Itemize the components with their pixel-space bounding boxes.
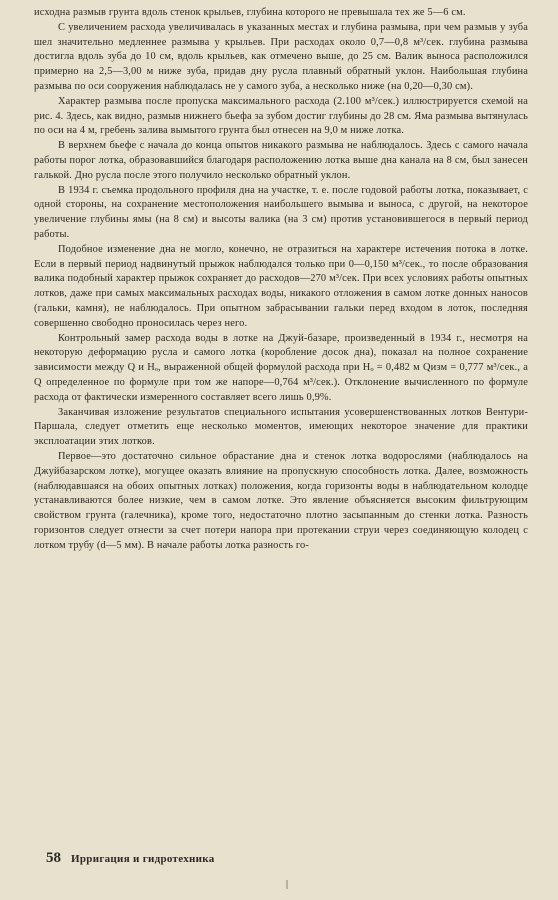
paragraph-2: С увеличением расхода увеличивалась в указанных местах и глубина размыва, при чем размыв у зуба шел значительно медленнее размыва у крыльев. При расходах около 0,7—0,8 м³/сек. глубина размыва достигла вдоль зуба до 10 см, вдоль крыльев, как отмечено выше, до 25 см. Валик выноса расположился примерно на 2,5—3,00 м ниже зуба, придав дну русла плавный обратный уклон. Наибольшая глубина размыва по оси сооружения наблюдалась не у самого зуба, а несколько ниже (на 0,20—0,30 см). [34,21,528,92]
paragraph-5: В 1934 г. съемка продольного профиля дна на участке, т. е. после годовой работы лотка, показывает, с одной стороны, на сохранение местоположения наибольшего вымыва и выноса, с другой, на некоторое увеличение глубины ямы (на 8 см) и высоты валика (на 3 см) против установившегося в первый период работы. [34,184,528,240]
paragraph-9: Первое—это достаточно сильное обрастание дна и стенок лотка водорослями (наблюдалось на Джуйбазарском лотке), могущее оказать влияние на пропускную способность лотка. Далее, возможность (наблюдавшаяся на обоих опытных лотках) положения, когда горизонты воды в наблюдательном колодце устанавливаются более низкие, чем в самом лотке. Это явление объясняется высоким фильтрующим свойством грунта (галечника), кроме того, недостаточно плотно засыпанным до стенки лотка. Разность горизонтов следует отнести за счет потери напора при протекании струи через соединяющую колодец с лотком трубу (d—5 мм). В начале работы лотка разность го- [34,450,528,551]
paragraph-7: Контрольный замер расхода воды в лотке на Джуй-базаре, произведенный в 1934 г., несмотря на некоторую деформацию русла и самого лотка (коробление досок дна), показал на полное сохранение зависимости между Q и Hₒ, выраженной общей формулой расхода при Hₒ = 0,482 м Qизм = 0,777 м³/сек., а Q определенное по формуле при том же напоре—0,764 м³/сек.). Отклонение вычисленного по формуле расхода от фактически измеренного составляет всего лишь 0,9%. [34,332,528,403]
article-text [34,6,528,846]
paragraph-6: Подобное изменение дна не могло, конечно, не отразиться на характере истечения потока в лотке. Если в первый период надвинутый прыжок наблюдался только при 0—0,150 м³/сек., то после образования валика подобный характер прыжок сохраняет до расходов—270 м³/сек. При всех условиях работы опытных лотков, даже при самых максимальных расходах воды, никакого отложения в самом лотке донных наносов (гальки, камня), не наблюдалось. При опытном забрасывании гальки перед входом в лоток, последняя совершенно свободно проносилась через него. [34,243,528,329]
page-number: 58 [46,850,61,866]
page-mark [286,880,288,889]
paragraph-3: Характер размыва после пропуска максимального расхода (2.100 м³/сек.) иллюстрируется схемой на рис. 4. Здесь, как видно, размыв нижнего бьефа за зубом достиг глубины до 28 см. Яма размыва вытянулась по оси на 4 м, гребень залива вымытого грунта был отнесен на 9,0 м ниже лотка. [34,95,528,137]
paragraph-4: В верхнем бьефе с начала до конца опытов никакого размыва не наблюдалось. Здесь с самого начала работы порог лотка, образовавшийся благодаря расположению лотка выше дна канала на 8 см, был занесен галькой. Дно русла после этого получило несколько обратный уклон. [34,140,528,181]
page-footer [46,850,526,874]
paragraph-1: исходна размыв грунта вдоль стенок крыльев, глубина которого не превышала тех же 5—6 см. [34,7,466,18]
journal-title: Ирригация и гидротехника [71,853,215,865]
paragraph-8: Заканчивая изложение результатов специального испытания усовершенствованных лотков Вентури-Паршала, следует отметить еще несколько моментов, имеющих некоторое значение для практики эксплоатации этих лотков. [34,406,528,448]
